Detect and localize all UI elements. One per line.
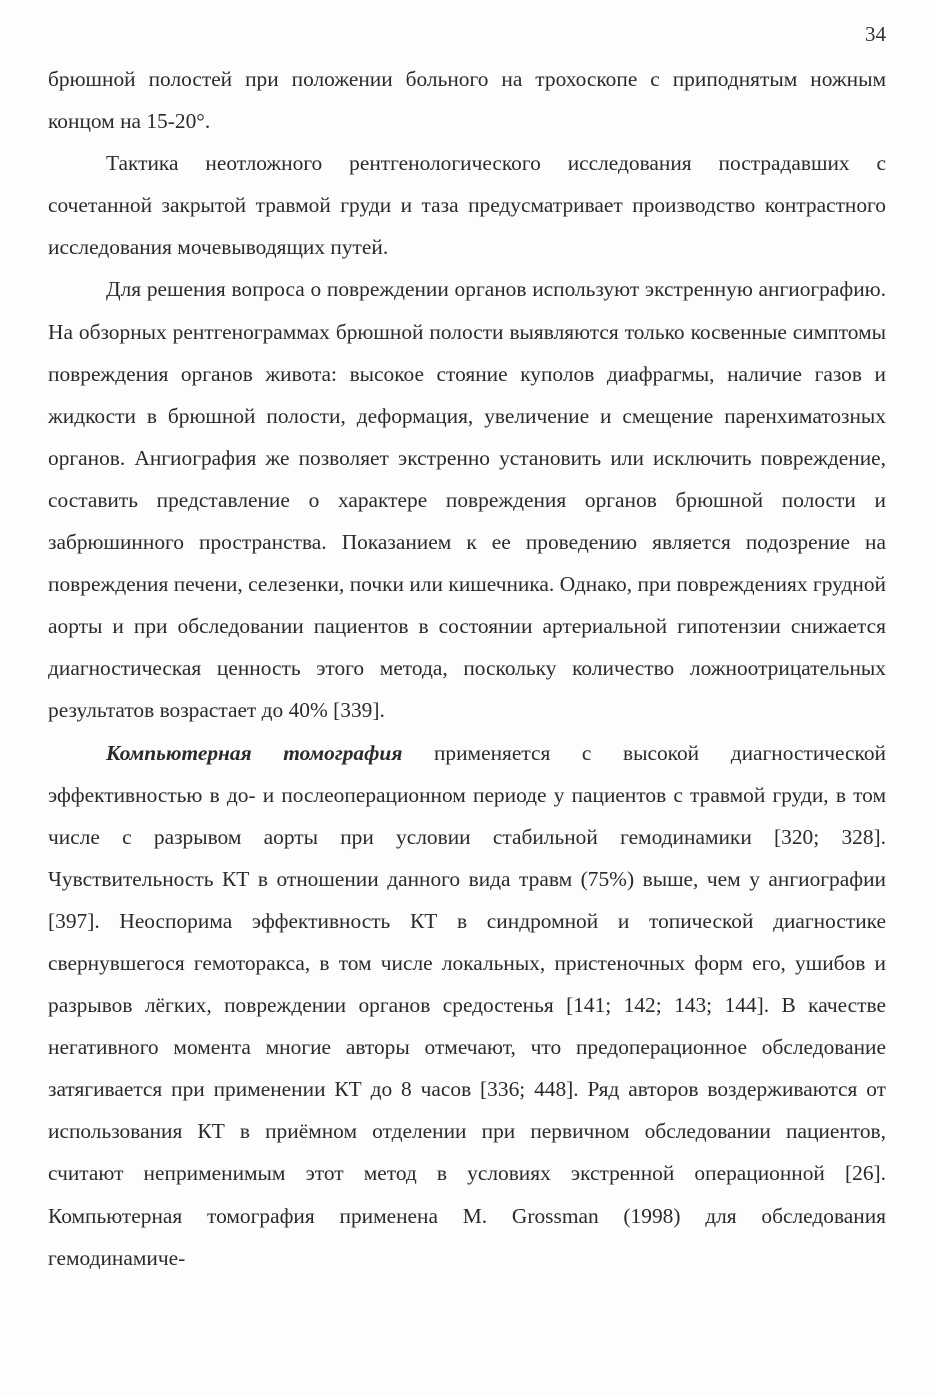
paragraph-angiography: Для решения вопроса о повреждении органов используют экстренную ангиографию. На обзорных рентгенограммах брюшной полости выявляются только косвенные симптомы повреждения органов живота: высокое стояние куполов диафрагмы, наличие газов и жидкости в брюшной полости, деформация, увеличение и смещение паренхиматозных органов. Ангиография же позволяет экстренно установить или исключить повреждение, составить представление о характере повреждения органов брюшной полости и забрюшинного пространства. Показанием к ее проведению является подозрение на повреждения печени, селезенки, почки или кишечника. Однако, при повреждениях грудной аорты и при обследовании пациентов в состоянии артериальной гипотензии снижается диагностическая ценность этого метода, поскольку количество ложноотрицательных результатов возрастает до 40% [339]. <box>48 277 886 723</box>
paragraph-continuation: брюшной полостей при положении больного на трохоскопе с приподнятым ножным концом на 15-20°. <box>48 67 886 134</box>
ct-text: применяется с высокой диагностической эффективностью в до- и послеоперационном периоде у пациентов с травмой груди, в том числе с разрывом аорты при условии стабильной гемодинамики [320; 328]. Чувствительность КТ в отношении данного вида травм (75%) выше, чем у ангиографии [397]. Неоспорима эффективность КТ в синдромной и топической диагностике свернувшегося гемоторакса, в том числе локальных, пристеночных форм его, ушибов и разрывов лёгких, повреждении органов средостенья [141; 142; 143; 144]. В качестве негативного момента многие авторы отмечают, что предоперационное обследование затягивается при применении КТ до 8 часов [336; 448]. Ряд авторов воздерживаются от использования КТ в приёмном отделении при первичном обследовании пациентов, считают непримeнимым этот метод в условиях экстренной операционной [26]. Компьютерная томография применена M. Grossman (1998) для обследования гемодинамиче- <box>48 740 886 1270</box>
paragraph-ct <box>48 732 886 1279</box>
page-number: 34 <box>865 22 886 46</box>
body-text <box>48 58 886 1279</box>
ct-emphasis: Компьютерная томография <box>106 740 403 765</box>
paragraph-tactics: Тактика неотложного рентгенологического исследования пострадавших с сочетанной закрытой травмой груди и таза предусматривает производство контрастного исследования мочевыводящих путей. <box>48 151 886 260</box>
